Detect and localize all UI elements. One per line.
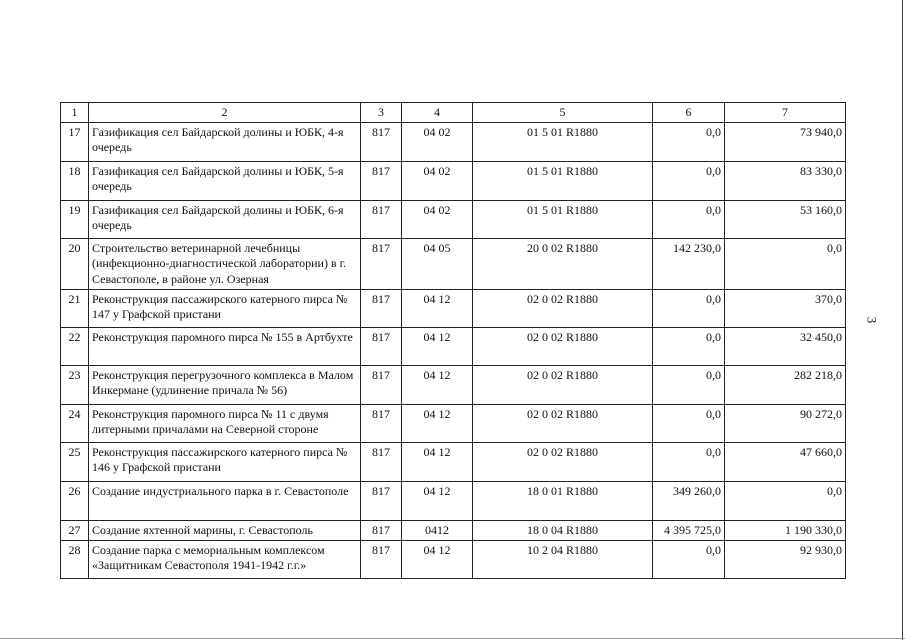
amount-column-7: 282 218,0 xyxy=(725,365,846,404)
column-header: 6 xyxy=(653,103,725,123)
project-name: Реконструкция паромного пирса № 155 в Артбухте xyxy=(89,327,361,365)
amount-column-6: 0,0 xyxy=(653,289,725,327)
page-edge-bottom xyxy=(0,638,905,639)
code-section: 04 12 xyxy=(402,289,473,327)
code-target-article: 10 2 04 R1880 xyxy=(473,540,653,578)
amount-column-7: 53 160,0 xyxy=(725,200,846,238)
amount-column-7: 90 272,0 xyxy=(725,404,846,442)
code-target-article: 20 0 02 R1880 xyxy=(473,238,653,289)
code-section: 0412 xyxy=(402,520,473,540)
amount-column-7: 47 660,0 xyxy=(725,442,846,481)
project-name: Газификация сел Байдарской долины и ЮБК, 4-я очередь xyxy=(89,122,361,161)
amount-column-7: 0,0 xyxy=(725,238,846,289)
project-name: Создание яхтенной марины, г. Севастополь xyxy=(89,520,361,540)
code-section: 04 05 xyxy=(402,238,473,289)
row-number: 27 xyxy=(61,520,89,540)
code-ministry: 817 xyxy=(361,540,402,578)
project-name: Реконструкция пассажирского катерного пирса № 147 у Графской пристани xyxy=(89,289,361,327)
amount-column-6: 0,0 xyxy=(653,442,725,481)
page-edge-right xyxy=(902,0,903,640)
code-target-article: 02 0 02 R1880 xyxy=(473,365,653,404)
code-section: 04 02 xyxy=(402,200,473,238)
code-ministry: 817 xyxy=(361,200,402,238)
row-number: 21 xyxy=(61,289,89,327)
column-header: 1 xyxy=(61,103,89,123)
amount-column-7: 370,0 xyxy=(725,289,846,327)
project-name: Газификация сел Байдарской долины и ЮБК, 5-я очередь xyxy=(89,161,361,200)
budget-table xyxy=(60,102,846,579)
code-ministry: 817 xyxy=(361,481,402,520)
amount-column-7: 73 940,0 xyxy=(725,122,846,161)
table-row xyxy=(61,327,846,365)
table-row xyxy=(61,200,846,238)
project-name: Строительство ветеринарной лечебницы (инфекционно-диагностической лаборатории) в г. Севастополе, в районе ул. Озерная xyxy=(89,238,361,289)
row-number: 18 xyxy=(61,161,89,200)
amount-column-6: 0,0 xyxy=(653,161,725,200)
row-number: 20 xyxy=(61,238,89,289)
code-section: 04 12 xyxy=(402,404,473,442)
table-row xyxy=(61,238,846,289)
amount-column-7: 32 450,0 xyxy=(725,327,846,365)
code-section: 04 12 xyxy=(402,327,473,365)
code-ministry: 817 xyxy=(361,289,402,327)
code-ministry: 817 xyxy=(361,520,402,540)
code-section: 04 12 xyxy=(402,540,473,578)
amount-column-6: 0,0 xyxy=(653,365,725,404)
amount-column-6: 0,0 xyxy=(653,200,725,238)
code-target-article: 01 5 01 R1880 xyxy=(473,122,653,161)
code-target-article: 01 5 01 R1880 xyxy=(473,200,653,238)
amount-column-7: 0,0 xyxy=(725,481,846,520)
table-header-row xyxy=(61,103,846,123)
table-row xyxy=(61,540,846,578)
code-target-article: 02 0 02 R1880 xyxy=(473,289,653,327)
table-row xyxy=(61,481,846,520)
code-ministry: 817 xyxy=(361,442,402,481)
code-section: 04 12 xyxy=(402,442,473,481)
row-number: 25 xyxy=(61,442,89,481)
row-number: 17 xyxy=(61,122,89,161)
amount-column-6: 4 395 725,0 xyxy=(653,520,725,540)
code-target-article: 01 5 01 R1880 xyxy=(473,161,653,200)
amount-column-7: 92 930,0 xyxy=(725,540,846,578)
table-row xyxy=(61,404,846,442)
code-target-article: 18 0 04 R1880 xyxy=(473,520,653,540)
column-header: 2 xyxy=(89,103,361,123)
code-ministry: 817 xyxy=(361,161,402,200)
code-ministry: 817 xyxy=(361,122,402,161)
code-target-article: 02 0 02 R1880 xyxy=(473,404,653,442)
code-ministry: 817 xyxy=(361,365,402,404)
row-number: 19 xyxy=(61,200,89,238)
table-row xyxy=(61,122,846,161)
project-name: Создание индустриального парка в г. Севастополе xyxy=(89,481,361,520)
row-number: 24 xyxy=(61,404,89,442)
project-name: Реконструкция перегрузочного комплекса в Малом Инкермане (удлинение причала № 56) xyxy=(89,365,361,404)
table-row xyxy=(61,365,846,404)
table-row xyxy=(61,520,846,540)
code-target-article: 02 0 02 R1880 xyxy=(473,442,653,481)
row-number: 28 xyxy=(61,540,89,578)
code-target-article: 02 0 02 R1880 xyxy=(473,327,653,365)
amount-column-7: 1 190 330,0 xyxy=(725,520,846,540)
code-ministry: 817 xyxy=(361,327,402,365)
amount-column-6: 0,0 xyxy=(653,540,725,578)
column-header: 5 xyxy=(473,103,653,123)
amount-column-6: 0,0 xyxy=(653,327,725,365)
code-ministry: 817 xyxy=(361,404,402,442)
amount-column-6: 0,0 xyxy=(653,122,725,161)
code-target-article: 18 0 01 R1880 xyxy=(473,481,653,520)
project-name: Создание парка с мемориальным комплексом «Защитникам Севастополя 1941-1942 г.г.» xyxy=(89,540,361,578)
code-section: 04 12 xyxy=(402,365,473,404)
row-number: 26 xyxy=(61,481,89,520)
row-number: 23 xyxy=(61,365,89,404)
amount-column-6: 142 230,0 xyxy=(653,238,725,289)
page-number: 3 xyxy=(864,316,880,324)
project-name: Газификация сел Байдарской долины и ЮБК, 6-я очередь xyxy=(89,200,361,238)
table-row xyxy=(61,289,846,327)
row-number: 22 xyxy=(61,327,89,365)
code-section: 04 02 xyxy=(402,122,473,161)
code-section: 04 02 xyxy=(402,161,473,200)
code-section: 04 12 xyxy=(402,481,473,520)
amount-column-7: 83 330,0 xyxy=(725,161,846,200)
column-header: 3 xyxy=(361,103,402,123)
table-row xyxy=(61,161,846,200)
project-name: Реконструкция паромного пирса № 11 с двумя литерными причалами на Северной стороне xyxy=(89,404,361,442)
table-row xyxy=(61,442,846,481)
code-ministry: 817 xyxy=(361,238,402,289)
amount-column-6: 0,0 xyxy=(653,404,725,442)
amount-column-6: 349 260,0 xyxy=(653,481,725,520)
column-header: 4 xyxy=(402,103,473,123)
column-header: 7 xyxy=(725,103,846,123)
project-name: Реконструкция пассажирского катерного пирса № 146 у Графской пристани xyxy=(89,442,361,481)
